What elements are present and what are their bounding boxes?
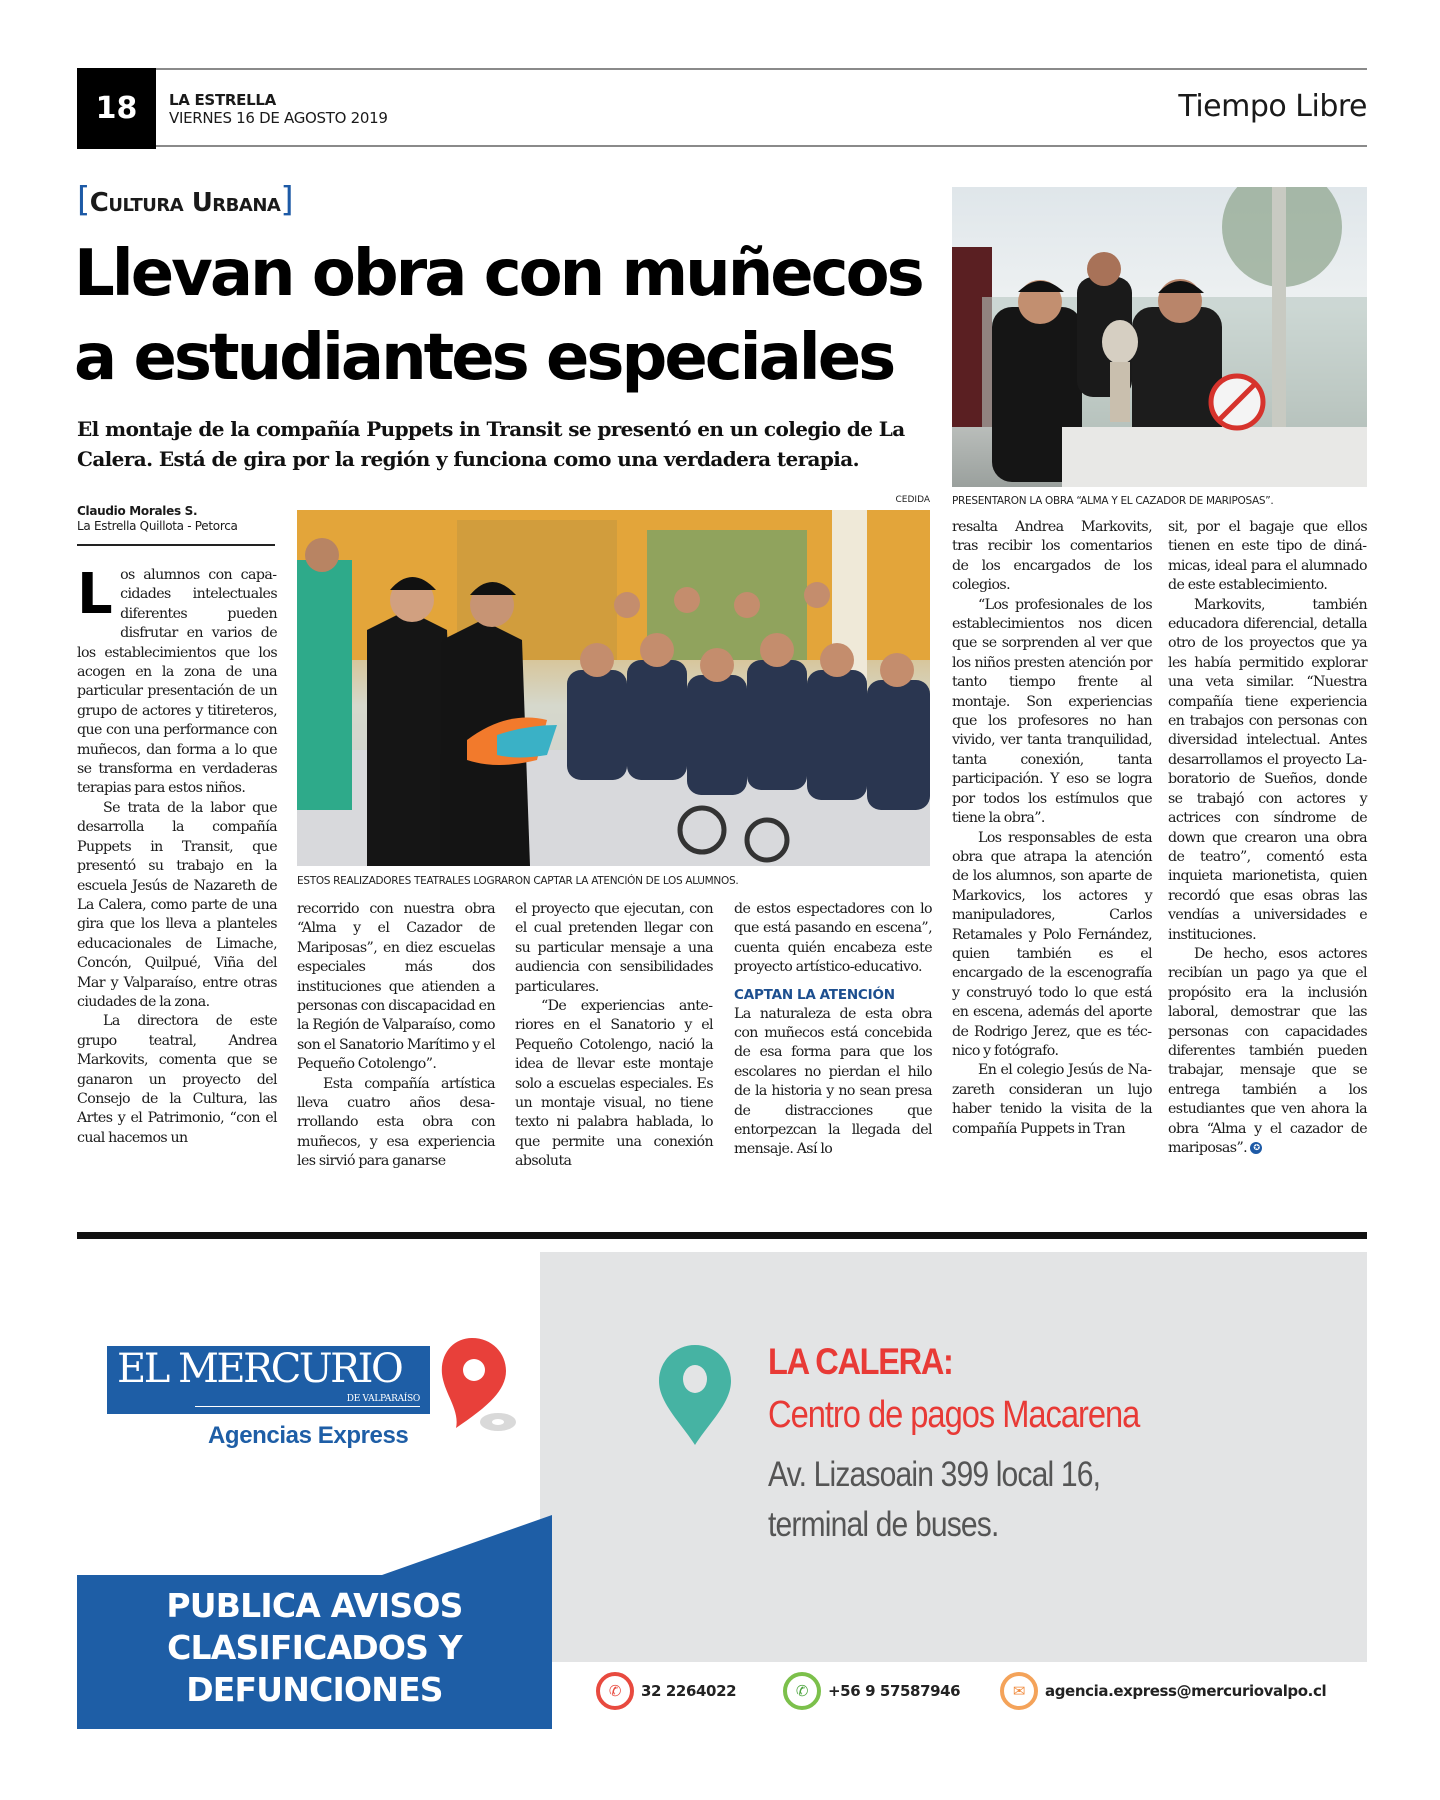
kicker-text: Cultura Urbana [89,188,281,218]
paragraph-text: De hecho, esos actores recibían un pago ya que el propósito era la inclusión laboral, demostrar que las personas con capacidades diferentes también pueden trabajar, mensaje que se entrega también a los estudiantes que ven ahora la obra “Alma y el cazador de mariposas”. [1168,945,1367,1156]
paragraph-text: os alumnos con capacidades intelectuales diferentes pueden disfrutar en varios de los establecimientos que los acogen en la zona de una particular presentación de un grupo de actores y titireteros, que con una performance con muñecos, dan forma a lo que se transforma en verdaderas terapias para estos niños. [77,567,277,797]
article-column-5 [952,518,1152,1139]
promo-line-1: PUBLICA AVISOS [166,1586,463,1625]
photo-right-illustration [952,187,1367,487]
whatsapp-number: +56 9 57587946 [828,1682,961,1700]
paragraph: “Los profesionales de los establecimientos nos dicen que se sorprenden al ver que los niños presten atención por tanto tiempo frente al montaje. Son experiencias que los profesores no han vivido, ver tanta tranquilidad, tanta conexión, tanta participación. Y eso se logra por todos los estímulos que tiene la obra”. [952,596,1152,827]
headline-line-2: a estudiantes especiales [74,321,894,395]
section-divider [77,1232,1367,1239]
byline-author: Claudio Morales S. [77,504,198,518]
paragraph [77,562,277,799]
kicker [77,180,293,223]
paragraph: La directora de este grupo teatral, Andrea Markovits, comenta que se ganaron un proyecto del Consejo de la Cultura, las Artes y el Patrimonio, “con el cual hacemos un [77,1013,277,1146]
ad-city: LA CALERA: [768,1341,953,1382]
photo-students-audience [297,510,930,866]
kicker-bracket-close: ] [280,180,294,220]
article-column-2 [297,900,495,1172]
photo-main-caption: ESTOS REALIZADORES TEATRALES LOGRARON CAPTAR LA ATENCIÓN DE LOS ALUMNOS. [297,875,739,887]
photo-right-caption: PRESENTARON LA OBRA “ALMA Y EL CAZADOR DE MARIPOSAS”. [952,495,1274,507]
paragraph: sit, por el bagaje que ellos tienen en este tipo de dinámicas, ideal para el alumnado de este establecimiento. [1168,519,1367,594]
article-column-1 [77,562,277,1148]
headline-line-1: Llevan obra con muñecos [74,237,922,311]
paragraph [1168,945,1367,1158]
headline [74,232,934,400]
paragraph: de estos espectadores con lo que está pasando en escena”, cuenta quién encabeza este proyecto artístico-educativo. [734,901,932,976]
email-address: agencia.express@mercuriovalpo.cl [1045,1682,1327,1700]
end-of-article-icon: ✪ [1250,1142,1262,1154]
paragraph: Los responsables de esta obra que atrapa la atención de los alumnos, son aparte de Markovics, los actores y manipuladores, Carlos Retamales y Polo Fernández, quien también es el encargado de la escenografía y construyó todo lo que está en escena, además del aporte de Rodrigo Jerez, que es técnico y fotógrafo. [952,829,1152,1059]
promo-line-3: DEFUNCIONES [186,1670,443,1709]
section-title: Tiempo Libre [1178,89,1367,124]
paragraph: En el colegio Jesús de Nazareth consideran un lujo haber tenido la visita de la compañía Puppets in Tran [952,1062,1152,1137]
ad-address [768,1450,1100,1550]
paragraph: La naturaleza de esta obra con muñecos está concebida de esa forma para que los escolares no pierdan el hilo de la historia y no sean presa de distracciones que entorpezcan la llegada del mensaje. Así lo [734,1005,932,1158]
photo-credit: CEDIDA [895,495,930,505]
el-mercurio-logo [107,1346,430,1414]
article-column-4 [734,900,932,1160]
paragraph: el proyecto que ejecutan, con el cual pretenden llegar con su particular mensaje a una audiencia con sensibilidades particulares. [515,901,713,995]
drop-cap: L [77,562,113,627]
paragraph: resalta Andrea Markovits, tras recibir los comentarios de los encargados de los colegios. [952,519,1152,594]
article-column-3 [515,900,713,1172]
email-icon: ✉ [1000,1672,1038,1710]
phone-number: 32 2264022 [641,1682,737,1700]
promo-text [77,1585,552,1711]
map-pin-teal-icon [659,1345,731,1445]
deck-summary: El montaje de la compañía Puppets in Transit se presentó en un colegio de La Calera. Está de gira por la región y funciona como una verdadera terapia. [77,417,905,471]
issue-date: VIERNES 16 DE AGOSTO 2019 [169,109,388,127]
newspaper-name: LA ESTRELLA [169,91,276,109]
page-number: 18 [77,68,156,149]
logo-tagline: Agencias Express [208,1422,409,1449]
article-column-6 [1168,518,1367,1158]
phone-icon: ✆ [596,1672,634,1710]
paragraph: Esta compañía artística lleva cuatro años desarrollando esta obra con muñecos, y esa experiencia les sirvió para ganarse [297,1075,495,1170]
contact-email[interactable] [1000,1672,1326,1710]
paragraph: “De experiencias anteriores en el Sanatorio y el Pequeño Cotolengo, nació la idea de llevar este montaje solo a escuelas especiales. Es un montaje visual, no tiene texto ni palabra hablada, lo que permite una conexión absoluta [515,998,713,1170]
subheading: CAPTAN LA ATENCIÓN [734,986,895,1003]
contact-whatsapp[interactable] [783,1672,960,1710]
contact-phone[interactable] [596,1672,736,1710]
page-header [77,68,1367,147]
ad-place-name: Centro de pagos Macarena [768,1394,1140,1436]
kicker-bracket-open: [ [77,180,90,220]
map-pin-red-icon [438,1338,518,1436]
photo-main-illustration [297,510,930,866]
ad-address-line-1: Av. Lizasoain 399 local 16, [768,1455,1101,1494]
byline [77,504,275,546]
byline-outlet: La Estrella Quillota - Petorca [77,519,238,533]
paragraph: Markovits, también educadora diferencial, detalla otro de los proyectos que ya les había permitido explorar una veta similar. “Nuestra compañía tiene experiencia en trabajos con personas con diversidad intelectual. Antes desarrollamos el proyecto Laboratorio de Sueños, donde se trabajó con actores y actrices con síndrome de down que crearon una obra de teatro”, comentó esta inquieta marionetista, quien recordó que esas obras las vendías a universidades e instituciones. [1168,596,1367,943]
whatsapp-icon: ✆ [783,1672,821,1710]
paragraph: recorrido con nuestra obra “Alma y el Cazador de Mariposas”, en diez escuelas especiales más dos instituciones que atienden a personas con discapacidad en la Región de Valparaíso, como son el Sanatorio Marítimo y el Pequeño Cotolengo”. [297,901,495,1073]
promo-line-2: CLASIFICADOS Y [167,1628,462,1667]
ad-address-line-2: terminal de buses. [768,1505,999,1544]
paragraph: Se trata de la labor que desarrolla la compañía Puppets in Transit, que presentó su trabajo en la escuela Jesús de Nazareth de La Calera, como parte de una gira que los lleva a planteles educacionales de Limache, Concón, Quilpué, Viña del Mar y Valparaíso, entre otras ciudades de la zona. [77,799,277,1010]
logo-name: EL MERCURIO [117,1346,402,1392]
logo-subtitle: DE VALPARAÍSO [195,1394,420,1407]
photo-puppeteers-table [952,187,1367,487]
